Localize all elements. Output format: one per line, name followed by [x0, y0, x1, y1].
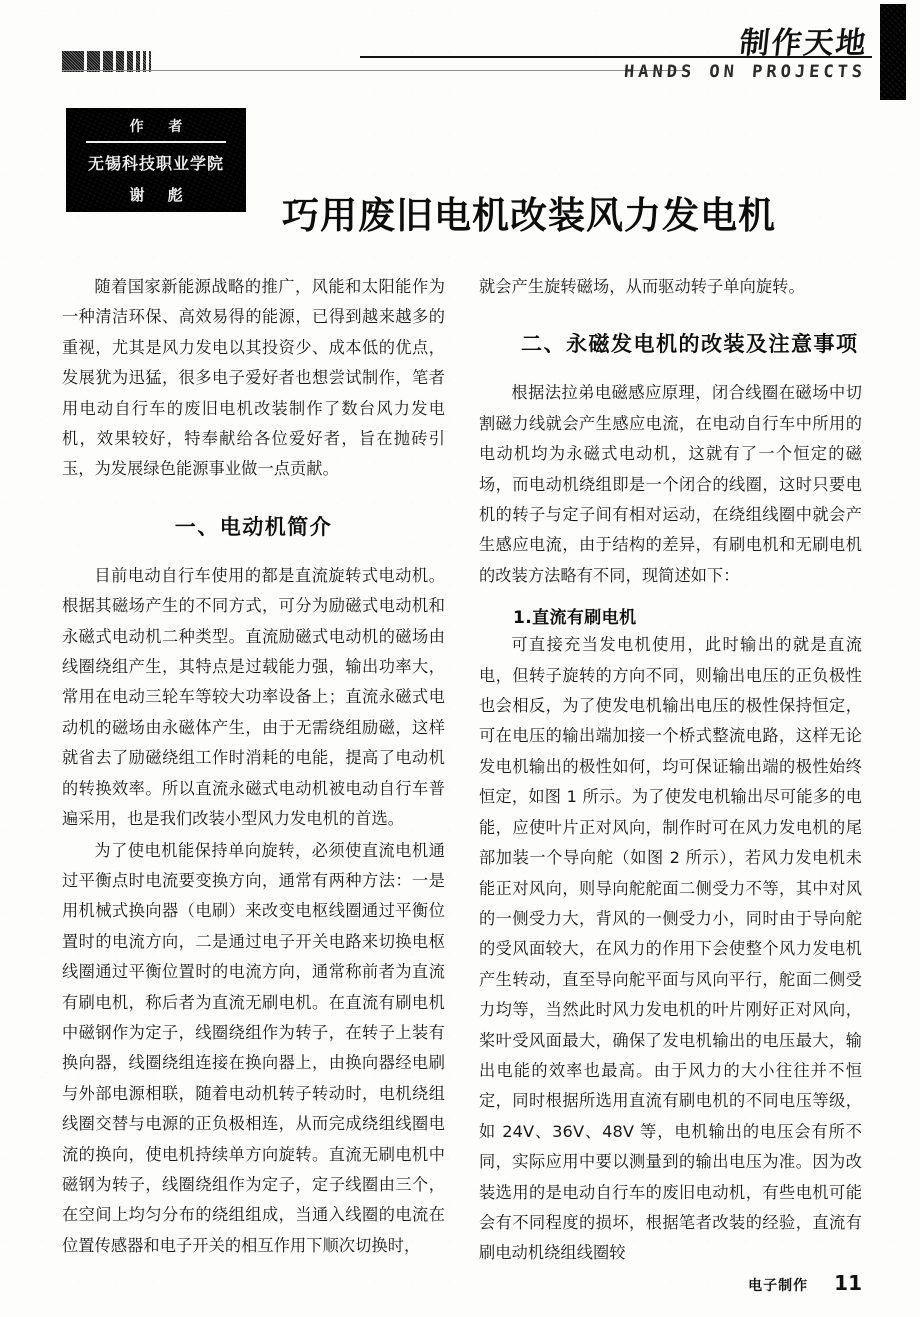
author-box [66, 108, 246, 212]
right-column [479, 272, 862, 1263]
footer-page-number: 11 [834, 1271, 862, 1295]
left-paragraph-1: 目前电动自行车使用的都是直流旋转式电动机。根据其磁场产生的不同方式，可分为励磁式电动机和永磁式电动机二种类型。直流励磁式电动机的磁场由线圈绕组产生，其特点是过载能力强，输出功率大，常用在电动三轮车等较大功率设备上；直流永磁式电动机的磁场由永磁体产生，由于无需绕组励磁，这样就省去了励磁绕组工作时消耗的电能，提高了电动机的转换效率。所以直流永磁式电动机被电动自行车普遍采用，也是我们改装小型风力发电机的首选。 [62, 565, 445, 829]
decorative-block-bar [62, 50, 151, 72]
author-divider [86, 141, 226, 143]
right-paragraph-1: 根据法拉弟电磁感应原理，闭合线圈在磁场中切割磁力线就会产生感应电流，在电动自行车中所用的电动机均为永磁式电动机，这就有了一个恒定的磁场，而电动机绕组即是一个闭合的线圈，这时只要电机的转子与定子间有相对运动，在绕组线圈中就会产生感应电流，由于结构的差异，有刷电机和无刷电机的改装方法略有不同，现简述如下： [479, 383, 862, 585]
subsection-heading-1: 1.直流有刷电机 [513, 608, 637, 629]
article-title: 巧用废旧电机改装风力发电机 [282, 192, 776, 237]
article-body [62, 272, 862, 1263]
masthead-title-cn: 制作天地 [737, 26, 870, 61]
section-heading-2: 二、永磁发电机的改装及注意事项 [521, 332, 859, 357]
masthead [0, 0, 920, 108]
right-paragraph-2: 可直接充当发电机使用，此时输出的就是直流电，但转子旋转的方向不同，则输出电压的正负极性也会相反，为了使发电机输出电压的极性保持恒定，可在电压的输出端加接一个桥式整流电路，这样无论发电机输出的极性如何，均可保证输出端的极性始终恒定，如图 1 所示。为了使发电机输出尽可能多的电能，应使叶片正对风向，制作时可在风力发电机的尾部加装一个导向舵（如图 2 所示），若风力发电机未能正对风向，则导向舵舵面二侧受力不等，其中对风的一侧受力大，背风的一侧受力小，同时由于导向舵的受风面较大，在风力的作用下会使整个风力发电机产生转动，直至导向舵平面与风向平行，舵面二侧受力均等，当然此时风力发电机的叶片刚好正对风向，桨叶受风面最大，确保了发电机输出的电压最大，输出电能的效率也最高。由于风力的大小往往并不恒定，同时根据所选用直流有刷电机的不同电压等级，如 24V、36V、48V 等，电机输出的电压会有所不同，实际应用中要以测量到的输出电压为准。因为改装选用的是电动自行车的废旧电动机，有些电机可能会有不同程度的损坏，根据笔者改装的经验，直流有刷电动机绕组线圈较 [479, 635, 862, 1263]
title-area [0, 108, 920, 238]
left-paragraph-2: 为了使电机能保持单向旋转，必须使直流电机通过平衡点时电流要变换方向，通常有两种方法：一是用机械式换向器（电刷）来改变电枢线圈通过平衡位置时的电流方向，二是通过电子开关电路来切换电枢线圈通过平衡位置时的电流方向，通常称前者为直流有刷电机，称后者为直流无刷电机。在直流有刷电机中磁钢作为定子，线圈绕组作为转子，在转子上装有换向器，线圈绕组连接在换向器上，由换向器经电刷与外部电源相联，随着电动机转子转动时，电机绕组线圈交替与电源的正负极相连，从而完成绕组线圈电流的换向，使电机持续单方向旋转。直流无刷电机中磁钢为转子，线圈绕组作为定子，定子线圈由三个，在空间上均匀分布的绕组组成，当通入线圈的电流在位置传感器和电子开关的相互作用下顺次切换时， [62, 840, 445, 1255]
author-label: 作 者 [129, 118, 193, 135]
author-name: 谢 彪 [129, 185, 192, 204]
intro-paragraph: 随着国家新能源战略的推广，风能和太阳能作为一种清洁环保、高效易得的能源，已得到越来越多的重视，尤其是风力发电以其投资少、成本低的优点，发展犹为迅猛，很多电子爱好者也想尝试制作，笔者用电动自行车的废旧电机改装制作了数台风力发电机，效果较好，特奉献给各位爱好者，旨在抛砖引玉，为发展绿色能源事业做一点贡献。 [62, 277, 445, 479]
corner-texture-block [880, 4, 906, 100]
section-heading-1: 一、电动机简介 [174, 514, 333, 539]
footer-brand: 电子制作 [748, 1278, 809, 1294]
left-column [62, 272, 445, 1255]
author-organization: 无锡科技职业学院 [87, 153, 224, 173]
page-footer [748, 1271, 862, 1295]
masthead-thin-rule [62, 70, 690, 71]
continued-paragraph: 就会产生旋转磁场，从而驱动转子单向旋转。 [479, 277, 805, 296]
masthead-title-en: HANDS ON PROJECTS [623, 62, 867, 82]
